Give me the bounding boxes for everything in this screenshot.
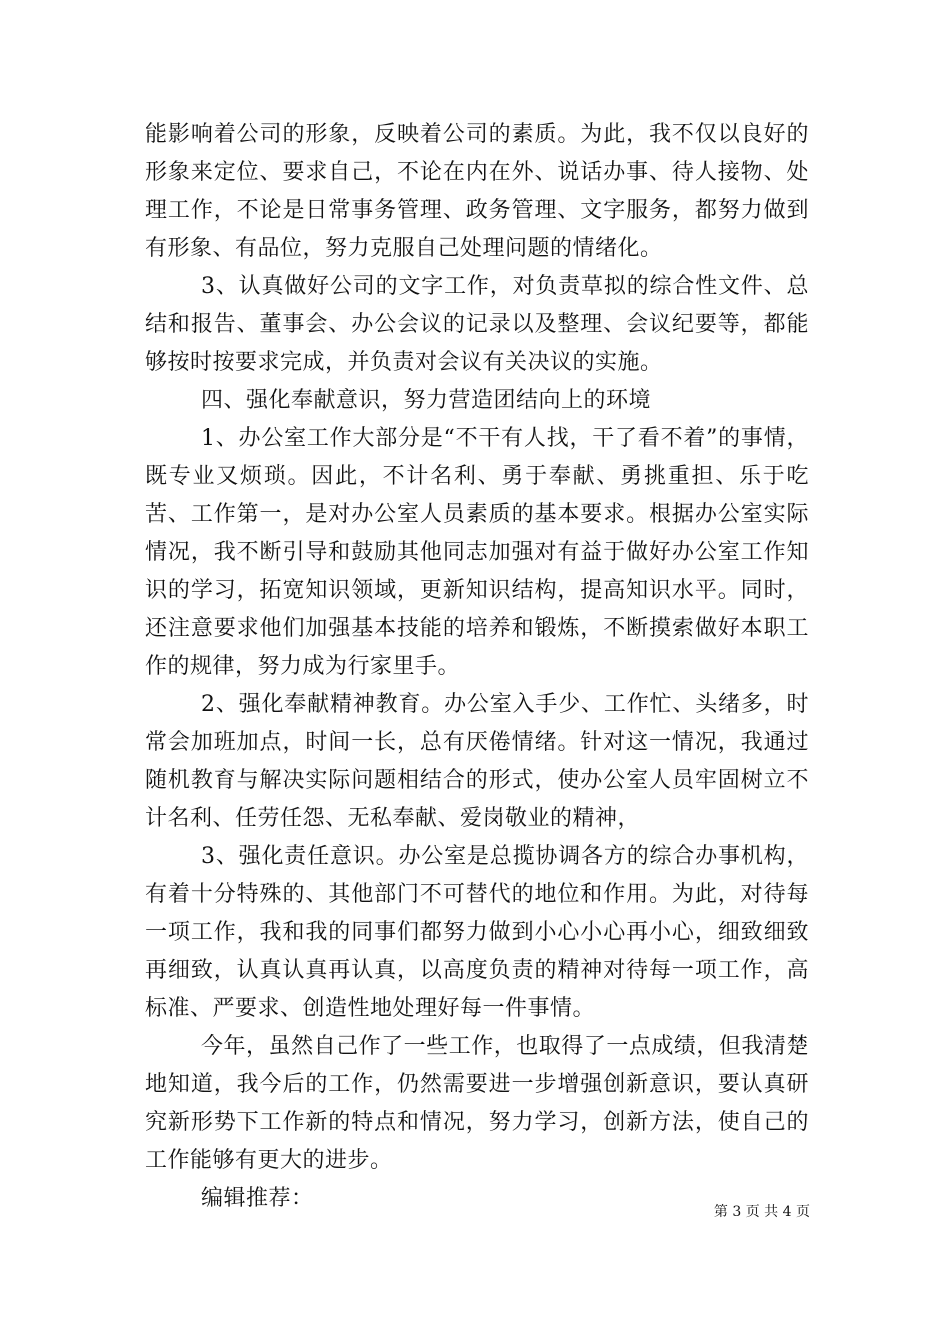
page-number-footer: 第 3 页 共 4 页 [713, 1204, 810, 1220]
paragraph-1: 能影响着公司的形象，反映着公司的素质。为此，我不仅以良好的形象来定位、要求自己，不论在内在外、说话办事、待人接物、处理工作，不论是日常事务管理、政务管理、文字服务，都努力做到有形象、有品位，努力克服自己处理问题的情绪化。 [145, 122, 809, 261]
paragraph-3: 1、办公室工作大部分是“不干有人找，干了看不着”的事情，既专业又烦琐。因此，不计名利、勇于奉献、勇挑重担、乐于吃苦、工作第一，是对办公室人员素质的基本要求。根据办公室实际情况，我不断引导和鼓励其他同志加强对有益于做好办公室工作知识的学习，拓宽知识领域，更新知识结构，提高知识水平。同时，还注意要求他们加强基本技能的培养和锻炼，不断摸索做好本职工作的规律，努力成为行家里手。 [145, 426, 809, 679]
section-heading: 四、强化奉献意识，努力营造团结向上的环境 [201, 388, 652, 413]
editor-recommend-label: 编辑推荐： [201, 1186, 314, 1211]
paragraph-6: 今年，虽然自己作了一些工作，也取得了一点成绩，但我清楚地知道，我今后的工作，仍然需要进一步增强创新意识，要认真研究新形势下工作新的特点和情况，努力学习，创新方法，使自己的工作能够有更大的进步。 [145, 1034, 809, 1173]
paragraph-4: 2、强化奉献精神教育。办公室入手少、工作忙、头绪多，时常会加班加点，时间一长，总有厌倦情绪。针对这一情况，我通过随机教育与解决实际问题相结合的形式，使办公室人员牢固树立不计名利、任劳任怨、无私奉献、爱岗敬业的精神， [145, 692, 809, 831]
paragraph-5: 3、强化责任意识。办公室是总揽协调各方的综合办事机构，有着十分特殊的、其他部门不可替代的地位和作用。为此，对待每一项工作，我和我的同事们都努力做到小心小心再小心，细致细致再细致，认真认真再认真，以高度负责的精神对待每一项工作，高标准、严要求、创造性地处理好每一件事情。 [145, 844, 809, 1021]
document-body [145, 116, 809, 1218]
paragraph-2: 3、认真做好公司的文字工作，对负责草拟的综合性文件、总结和报告、董事会、办公会议的记录以及整理、会议纪要等，都能够按时按要求完成，并负责对会议有关决议的实施。 [145, 274, 809, 375]
